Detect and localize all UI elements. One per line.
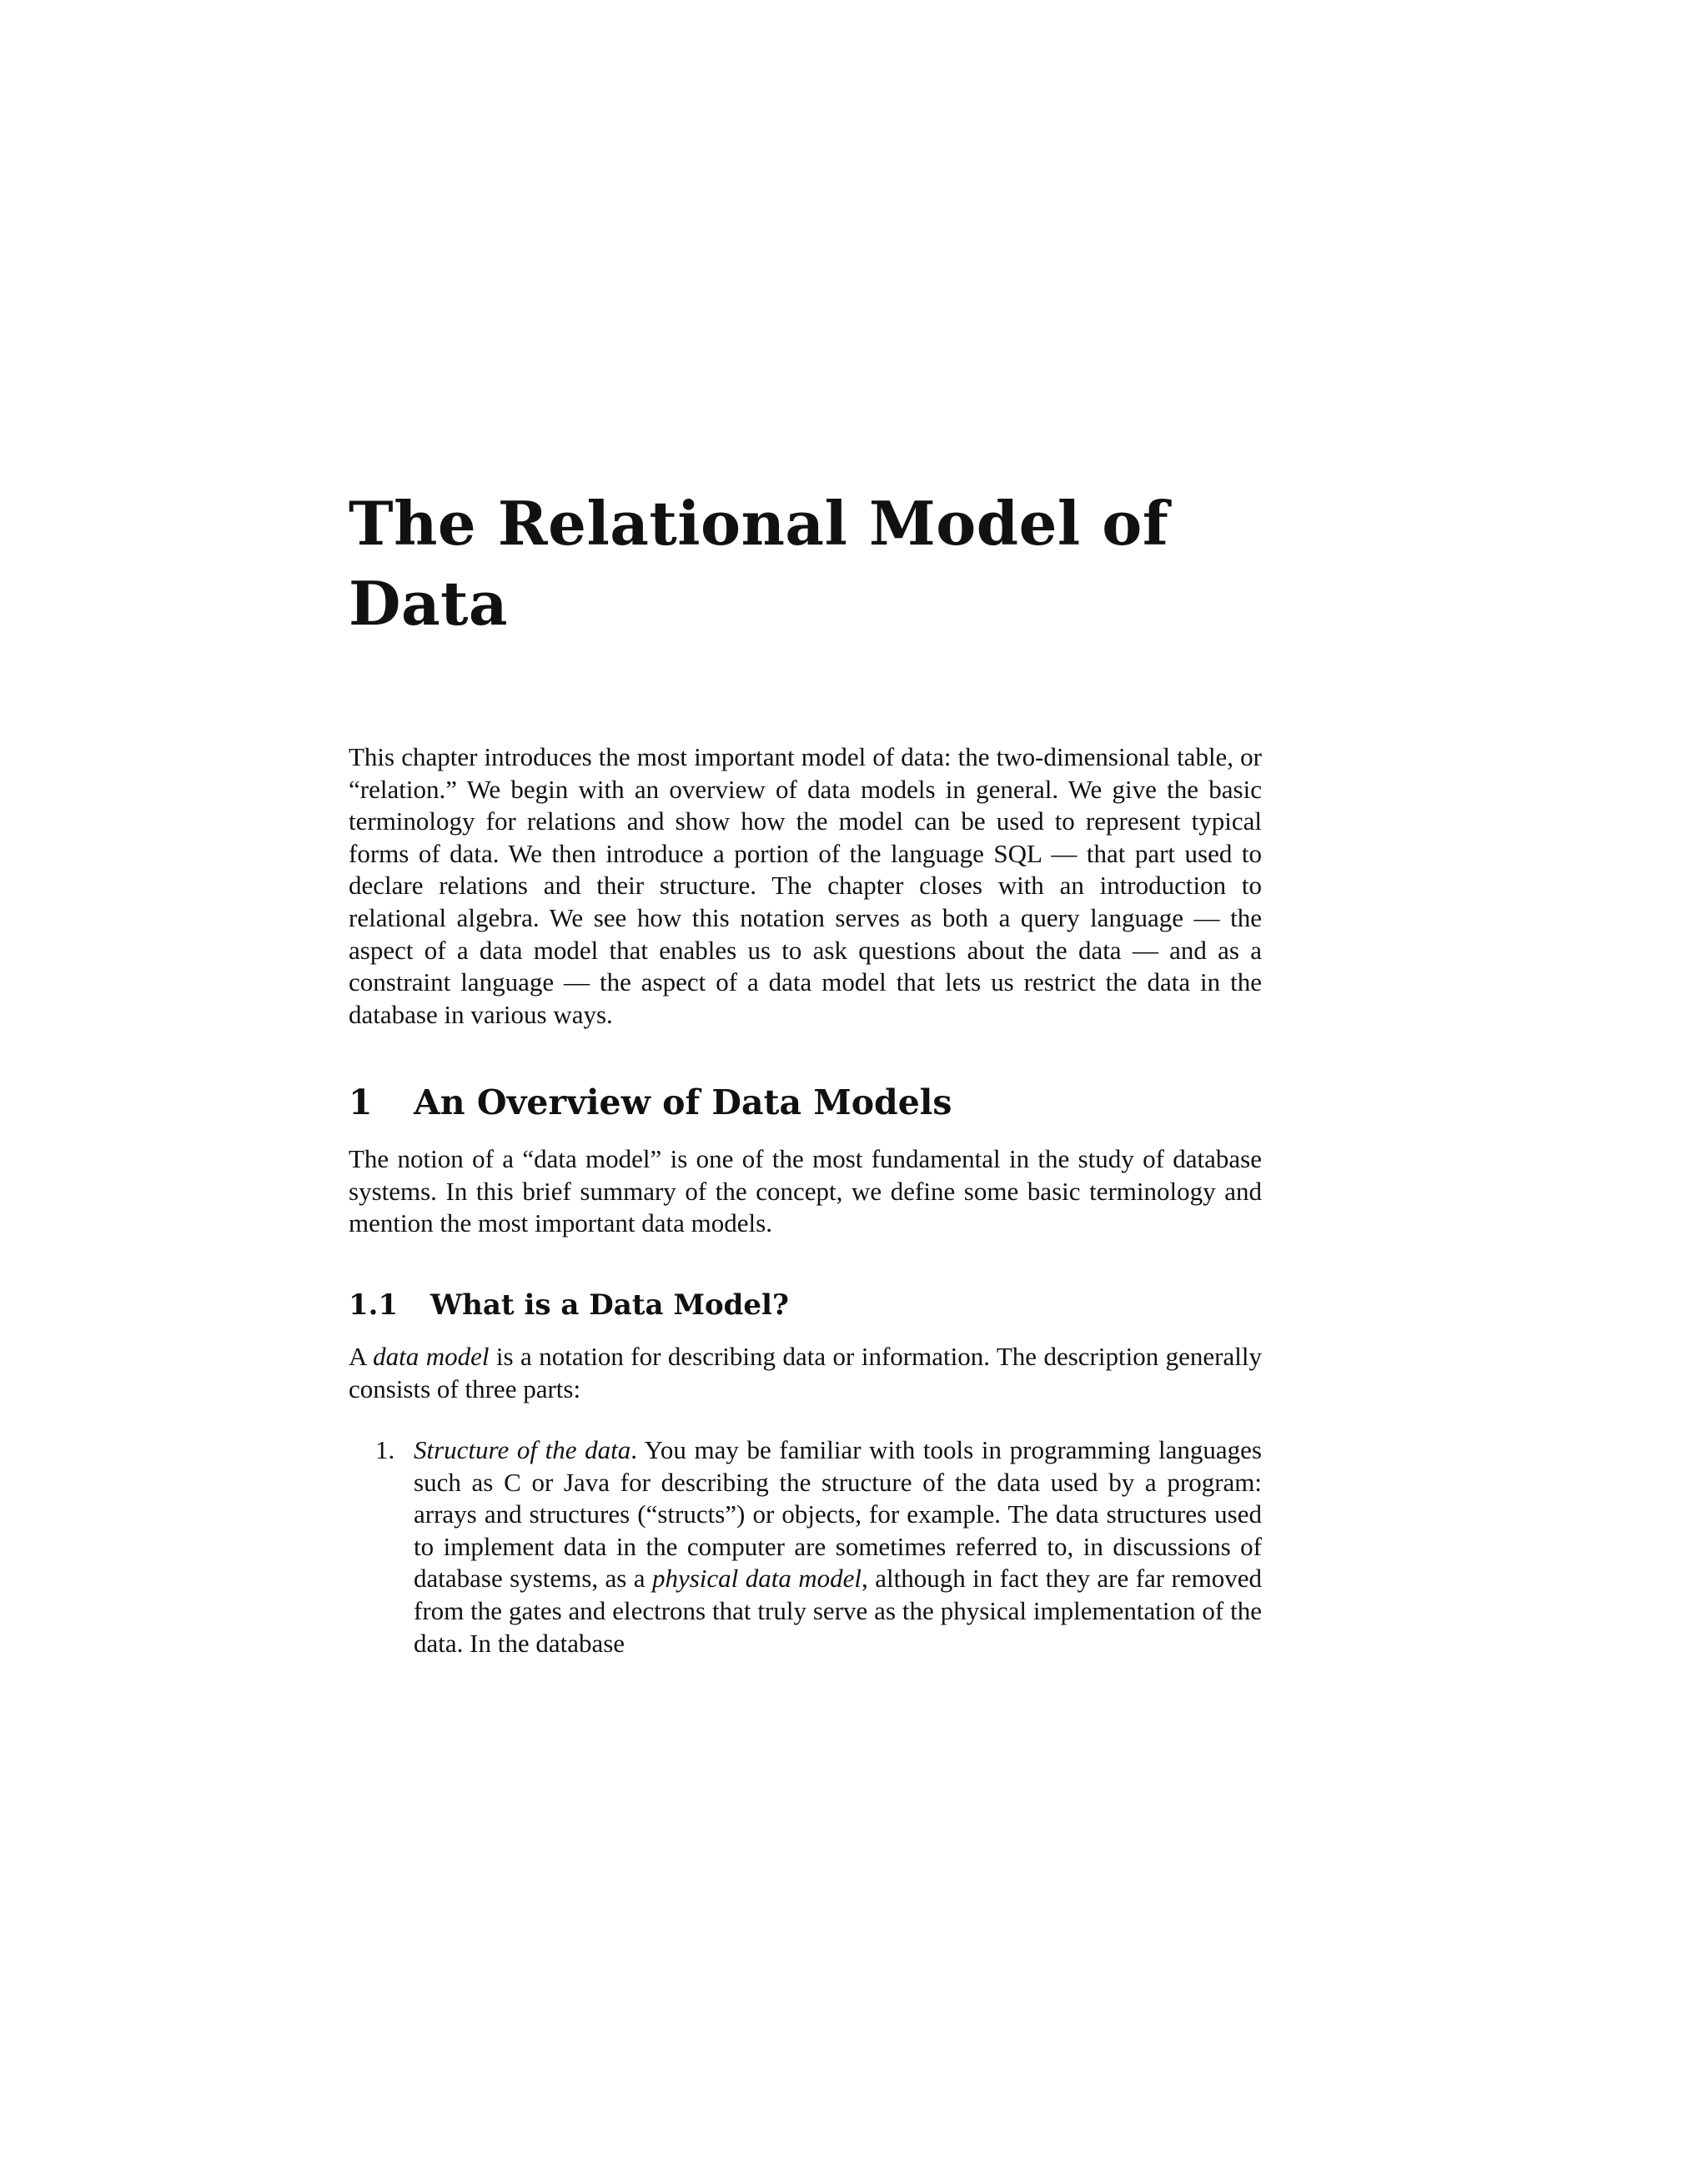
term-physical-data-model: physical data model: [651, 1564, 862, 1594]
section-title: An Overview of Data Models: [414, 1082, 952, 1122]
section-heading: [349, 1081, 1262, 1124]
list-item: [349, 1434, 1262, 1659]
section-number: 1: [349, 1082, 373, 1122]
subsection-paragraph: [349, 1341, 1262, 1405]
list-item-text-b: , although in fact they are far removed from the gates and electrons that truly serve as the physical implementation of the data. In the database: [414, 1564, 1262, 1658]
subsection-paragraph-rest: is a notation for describing data or information. The description generally consists of three parts:: [349, 1342, 1262, 1403]
subsection-title: What is a Data Model?: [430, 1288, 789, 1322]
numbered-list: [349, 1434, 1262, 1659]
subsection-heading: [349, 1287, 1262, 1323]
chapter-title: The Relational Model of Data: [349, 488, 1169, 639]
subsection-number: 1.1: [349, 1288, 399, 1322]
section-paragraph: The notion of a “data model” is one of the most fundamental in the study of database systems. In this brief summary of the concept, we define some basic terminology and mention the most important data models.: [349, 1144, 1262, 1238]
term-data-model: data model: [373, 1342, 490, 1371]
list-marker: 1.: [375, 1435, 395, 1464]
subsection-paragraph-prefix: A: [349, 1342, 374, 1371]
list-item-text-a: . You may be familiar with tools in programming languages such as C or Java for describing the structure of the data used by a program: arrays and structures (“structs”) or objects, for example. The data structures used to implement data in the computer are sometimes referred to, in discussions of database systems, as a: [414, 1435, 1262, 1594]
term-structure-of-the-data: Structure of the data: [414, 1435, 631, 1464]
intro-paragraph: This chapter introduces the most important model of data: the two-dimensional table, or “relation.” We begin with an overview of data models in general. We give the basic terminology for relations and show how the model can be used to represent typical forms of data. We then introduce a portion of the language SQL — that part used to declare relations and their structure. The chapter closes with an introduction to relational algebra. We see how this notation serves as both a query language — the aspect of a data model that enables us to ask questions about the data — and as a constraint language — the aspect of a data model that lets us restrict the data in the database in various ways.: [349, 742, 1262, 1029]
